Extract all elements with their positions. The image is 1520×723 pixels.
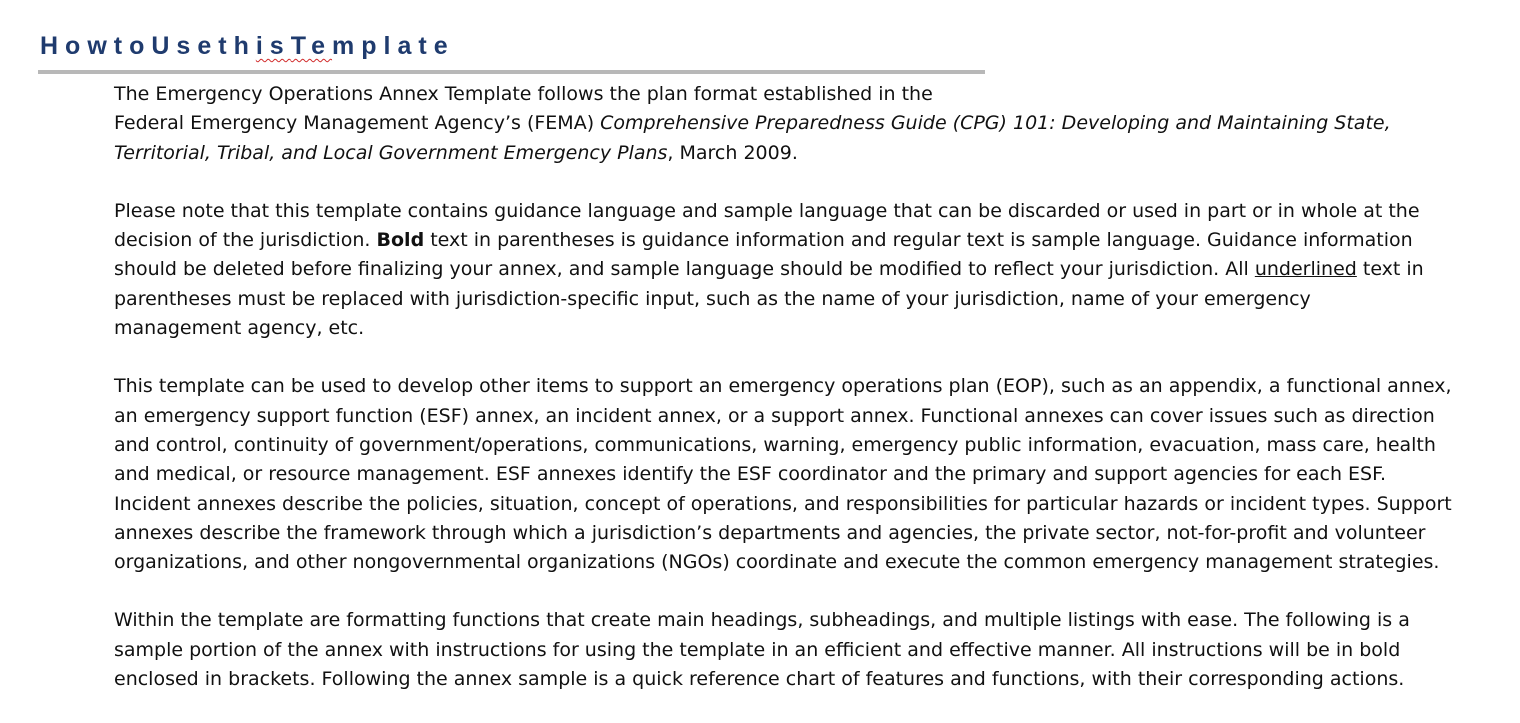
text-line: and medical, or resource management. ESF annexes identify the ESF coordinator and the primary and support agencies for each ESF. <box>114 463 1387 486</box>
underlined-word: underlined <box>1254 258 1357 281</box>
text-run: , March 2009. <box>667 141 798 164</box>
text-line: an emergency support function (ESF) annex, an incident annex, or a support annex. Functional annexes can cover issues such as direction <box>114 404 1435 427</box>
bold-word: Bold <box>376 229 425 252</box>
text-run: decision of the jurisdiction. <box>114 229 377 252</box>
text-line: This template can be used to develop other items to support an emergency operations plan (EOP), such as an appendix, a functional annex, <box>114 375 1452 398</box>
heading-text-part: mplate <box>332 32 455 60</box>
paragraph-intro <box>114 80 1504 168</box>
text-line <box>114 226 1504 255</box>
text-run: text in <box>1356 258 1424 281</box>
heading-text-part: HowtoUset <box>40 32 234 60</box>
text-line: annexes describe the framework through which a jurisdiction’s departments and agencies, the private sector, not-for-profit and volunteer <box>114 521 1426 544</box>
text-line: Within the template are formatting functions that create main headings, subheadings, and multiple listings with ease. The following is a <box>114 609 1410 632</box>
document-body <box>114 80 1504 723</box>
text-run: Federal Emergency Management Agency’s (FEMA) <box>114 112 601 135</box>
text-line <box>114 109 1504 138</box>
italic-citation: Comprehensive Preparedness Guide (CPG) 101: Developing and Maintaining State, <box>600 112 1391 135</box>
italic-citation: Territorial, Tribal, and Local Government Emergency Plans <box>114 141 668 164</box>
paragraph-formatting-functions <box>114 606 1504 694</box>
text-line: organizations, and other nongovernmental organizations (NGOs) coordinate and execute the common emergency management strategies. <box>114 551 1440 574</box>
heading-spellcheck-word[interactable]: Te <box>290 32 333 60</box>
text-line <box>114 139 1504 168</box>
text-line: sample portion of the annex with instructions for using the template in an efficient and effective manner. All instructions will be in bold <box>114 638 1401 661</box>
heading-divider-rule <box>38 70 985 74</box>
text-line: enclosed in brackets. Following the annex sample is a quick reference chart of features and functions, with their corresponding actions. <box>114 668 1405 691</box>
text-run: text in parentheses is guidance information and regular text is sample language. Guidance information <box>424 229 1413 252</box>
text-line <box>114 255 1504 284</box>
text-line: and control, continuity of government/operations, communications, warning, emergency public information, evacuation, mass care, health <box>114 433 1436 456</box>
heading-spellcheck-word[interactable]: is <box>255 32 291 60</box>
text-line: parentheses must be replaced with jurisdiction-specific input, such as the name of your jurisdiction, name of your emergency <box>114 287 1311 310</box>
paragraph-template-uses <box>114 372 1504 577</box>
section-heading <box>40 30 455 62</box>
heading-text-part: h <box>233 32 256 60</box>
text-line: The Emergency Operations Annex Template follows the plan format established in the <box>114 83 933 105</box>
text-line: Incident annexes describe the policies, situation, concept of operations, and responsibilities for particular hazards or incident types. Support <box>114 492 1452 515</box>
text-run: should be deleted before finalizing your annex, and sample language should be modified to reflect your jurisdiction. All <box>114 258 1255 281</box>
paragraph-guidance-note <box>114 197 1504 343</box>
text-line: Please note that this template contains guidance language and sample language that can be discarded or used in part or in whole at the <box>114 199 1420 222</box>
text-line: management agency, etc. <box>114 317 365 340</box>
